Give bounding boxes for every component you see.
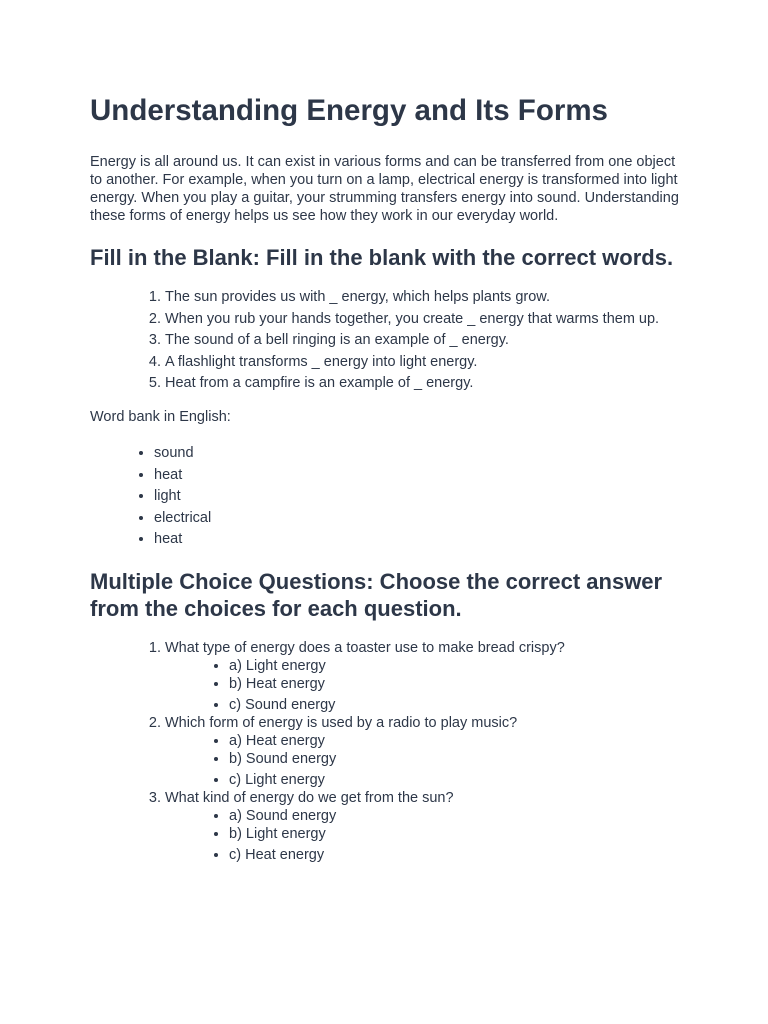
choice-item: • b) Light energy <box>229 825 690 843</box>
question-item <box>165 714 690 789</box>
multiple-choice-heading: Multiple Choice Questions: Choose the correct answer from the choices for each question. <box>90 569 663 621</box>
fill-in-blank-item: 5. Heat from a campfire is an example of _ energy. <box>165 374 690 392</box>
choice-list <box>165 807 690 864</box>
choice-item: • a) Light energy <box>229 657 690 675</box>
question-text: Which form of energy is used by a radio to play music? <box>165 715 518 731</box>
question-item <box>165 639 690 714</box>
question-text: What type of energy does a toaster use to make bread crispy? <box>165 640 565 656</box>
fill-in-blank-item: 1. The sun provides us with _ energy, which helps plants grow. <box>165 288 690 306</box>
word-bank-item: • sound <box>154 444 690 462</box>
word-bank-item: • heat <box>154 530 690 548</box>
fill-in-blank-item: 2. When you rub your hands together, you create _ energy that warms them up. <box>165 310 690 328</box>
choice-item: • b) Heat energy <box>229 675 690 693</box>
choice-item: • c) Heat energy <box>229 846 690 864</box>
choice-list <box>165 657 690 714</box>
word-bank-item: • electrical <box>154 509 690 527</box>
worksheet-page <box>90 92 690 864</box>
choice-item: • c) Light energy <box>229 771 690 789</box>
multiple-choice-list <box>90 639 690 864</box>
choice-item: • b) Sound energy <box>229 750 690 768</box>
choice-item: • a) Heat energy <box>229 732 690 750</box>
word-bank-label: Word bank in English: <box>90 409 231 425</box>
page-title: Understanding Energy and Its Forms <box>90 94 608 127</box>
fill-in-blank-list <box>90 288 690 392</box>
question-item <box>165 789 690 864</box>
word-bank-item: • heat <box>154 466 690 484</box>
choice-list <box>165 732 690 789</box>
choice-item: • a) Sound energy <box>229 807 690 825</box>
question-text: What kind of energy do we get from the sun? <box>165 790 454 806</box>
fill-in-blank-heading: Fill in the Blank: Fill in the blank with the correct words. <box>90 245 674 270</box>
fill-in-blank-item: 3. The sound of a bell ringing is an example of _ energy. <box>165 331 690 349</box>
choice-item: • c) Sound energy <box>229 696 690 714</box>
intro-paragraph: Energy is all around us. It can exist in various forms and can be transferred from one object to another. For example, when you turn on a lamp, electrical energy is transformed into light energy. When you play a guitar, your strumming transfers energy into sound. Understanding these forms of energy helps us see how they work in our everyday world. <box>90 154 679 224</box>
fill-in-blank-item: 4. A flashlight transforms _ energy into light energy. <box>165 353 690 371</box>
word-bank-item: • light <box>154 487 690 505</box>
word-bank-list <box>90 444 690 548</box>
